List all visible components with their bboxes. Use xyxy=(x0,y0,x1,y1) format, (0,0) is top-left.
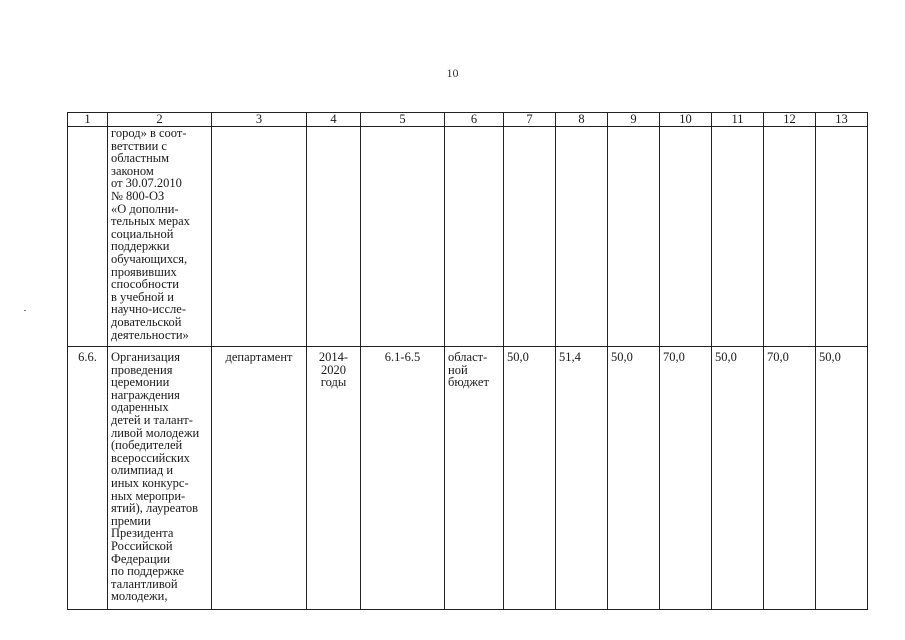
column-number-cell: 5 xyxy=(361,113,445,127)
funding-value-cell: 70,0 xyxy=(764,347,816,610)
indicator-link-cell: 6.1-6.5 xyxy=(361,347,445,610)
column-number-cell: 2 xyxy=(108,113,212,127)
column-number-cell: 6 xyxy=(445,113,504,127)
column-number-cell: 4 xyxy=(307,113,361,127)
funding-value-cell: 51,4 xyxy=(556,347,608,610)
responsible-executor-cell: департамент xyxy=(212,347,307,610)
column-number-cell: 9 xyxy=(608,113,660,127)
column-number-cell: 12 xyxy=(764,113,816,127)
empty-cell xyxy=(307,127,361,347)
column-number-cell: 10 xyxy=(660,113,712,127)
empty-cell xyxy=(712,127,764,347)
row-number-cell: 6.6. xyxy=(68,347,108,610)
column-number-row xyxy=(68,113,868,127)
column-number-cell: 11 xyxy=(712,113,764,127)
column-number-cell: 3 xyxy=(212,113,307,127)
empty-cell xyxy=(764,127,816,347)
measure-description-cell: город» в соот- ветствии с областным законом от 30.07.2010 № 800-ОЗ «О дополни- тельных мерах социальной поддержки обучающихся, проявивших способности в учебной и научно-иссле- довательской деятельности» xyxy=(108,127,212,347)
empty-cell xyxy=(660,127,712,347)
column-number-cell: 13 xyxy=(816,113,868,127)
empty-cell xyxy=(608,127,660,347)
funding-value-cell: 70,0 xyxy=(660,347,712,610)
funding-value-cell: 50,0 xyxy=(608,347,660,610)
column-number-cell: 1 xyxy=(68,113,108,127)
empty-cell xyxy=(361,127,445,347)
empty-cell xyxy=(212,127,307,347)
funding-value-cell: 50,0 xyxy=(504,347,556,610)
implementation-period-cell: 2014- 2020 годы xyxy=(307,347,361,610)
table-row-continuation xyxy=(68,127,868,347)
scan-speck xyxy=(24,310,26,311)
row-number-cell xyxy=(68,127,108,347)
column-number-cell: 7 xyxy=(504,113,556,127)
funding-value-cell: 50,0 xyxy=(712,347,764,610)
measure-description-cell: Организация проведения церемонии награждения одаренных детей и талант- ливой молодежи (победителей всероссийских олимпиад и иных конкурс- ных меропри- ятий), лауреатов премии Президента Российской Федерации по поддержке талантливой молодежи, xyxy=(108,347,212,610)
program-measures-table xyxy=(67,112,868,610)
empty-cell xyxy=(504,127,556,347)
table-row-6-6 xyxy=(68,347,868,610)
empty-cell xyxy=(445,127,504,347)
column-number-cell: 8 xyxy=(556,113,608,127)
empty-cell xyxy=(816,127,868,347)
empty-cell xyxy=(556,127,608,347)
funding-value-cell: 50,0 xyxy=(816,347,868,610)
funding-source-cell: област- ной бюджет xyxy=(445,347,504,610)
page-number: 10 xyxy=(446,66,459,80)
